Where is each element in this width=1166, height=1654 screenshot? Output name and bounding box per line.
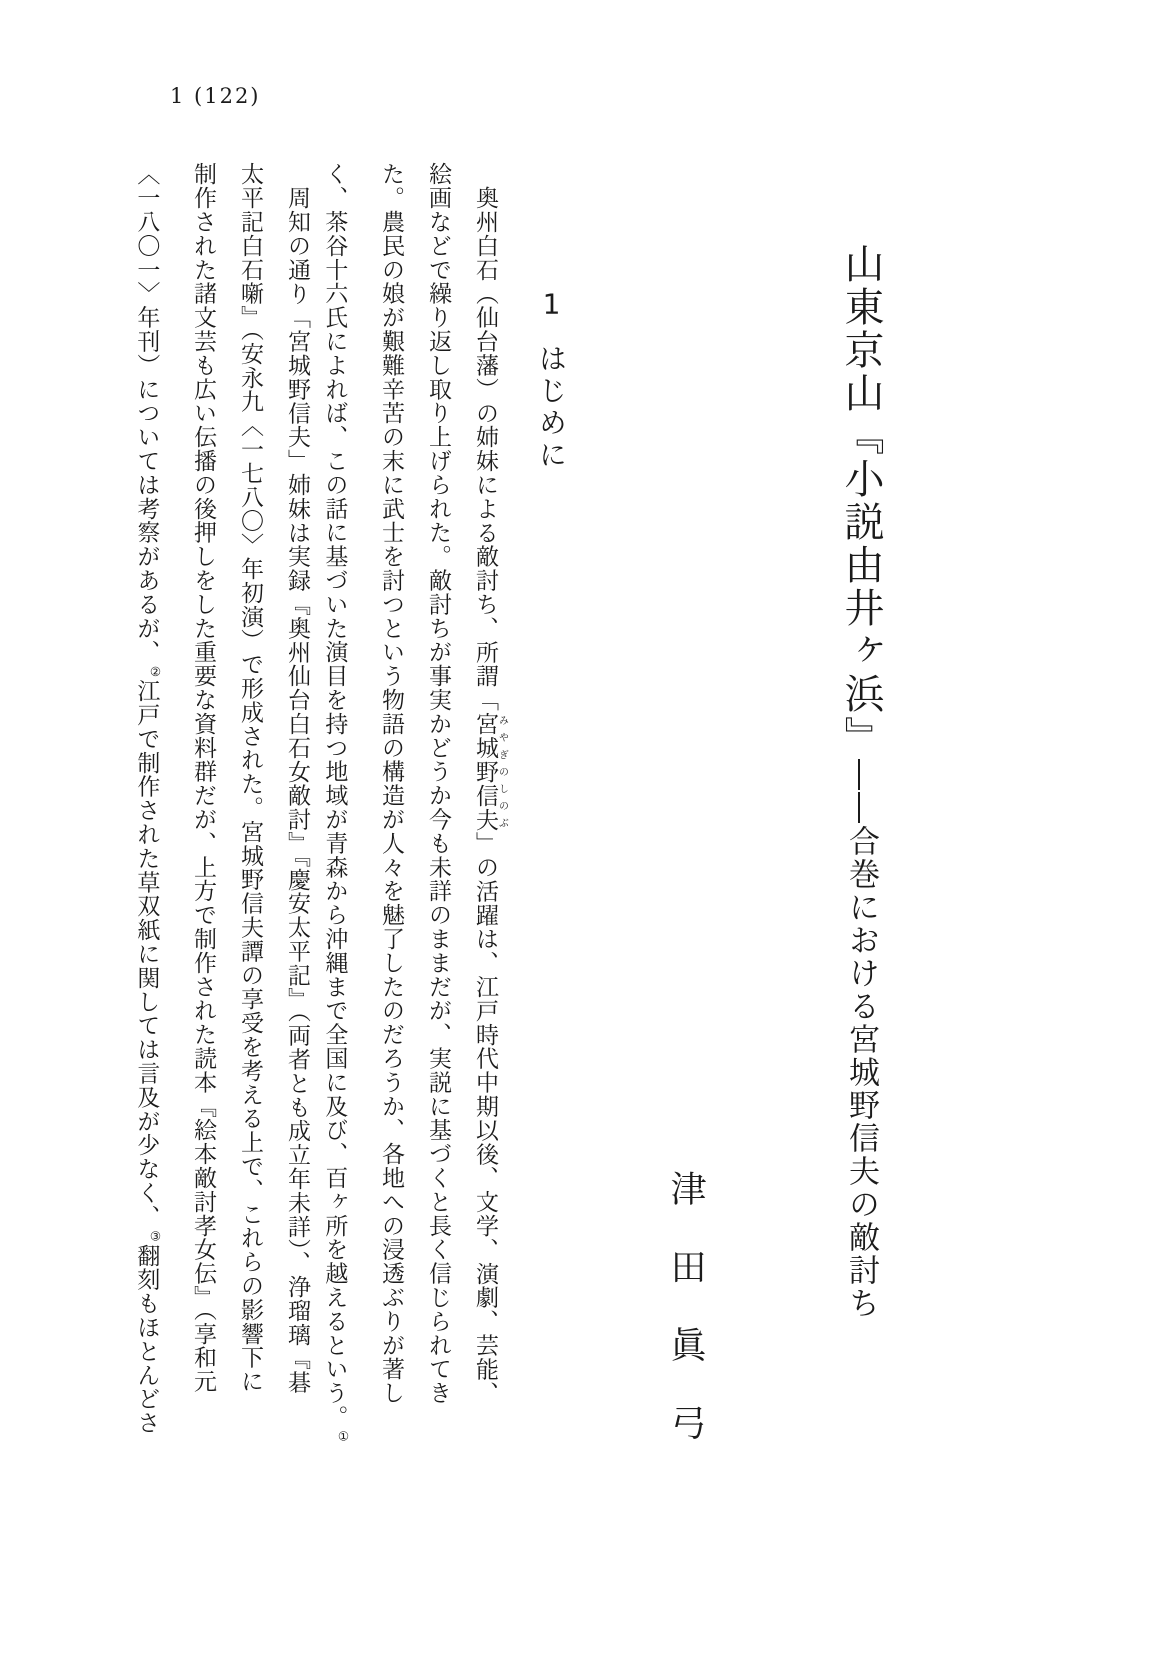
- text-column: 絵画などで繰り返し取り上げられた。敵討ちが事実かどうか今も未詳のままだが、実説に基づくと長く信じられてき: [425, 162, 451, 1405]
- page-number: 1 (122): [170, 84, 261, 108]
- text-column: 制作された諸文芸も広い伝播の後押しをした重要な資料群だが、上方で制作された読本『絵本敵討孝女伝』（享和元: [190, 162, 216, 1394]
- body-text: [132, 162, 508, 1444]
- text-column: 太平記白石噺』（安永九〈一七八〇〉年初演）で形成された。宮城野信夫譚の享受を考える上で、これらの影響下に: [237, 162, 263, 1394]
- text-column: く、茶谷十六氏によれば、この話に基づいた演目を持つ地域が青森から沖縄まで全国に及び、百ヶ所を越えるという。①: [321, 162, 351, 1444]
- text-column: 〈一八〇一〉年刊）については考察があるが、②江戸で制作された草双紙に関しては言及が少なく、③翻刻もほとんどさ: [133, 162, 163, 1435]
- text-column: 周知の通り「宮城野信夫」姉妹は実録『奥州仙台白石女敵討』『慶安太平記』（両者とも成立年未詳）、浄瑠璃『碁: [284, 186, 310, 1395]
- article-title: [833, 243, 890, 1320]
- note-marker: ③: [148, 1228, 163, 1244]
- author-name: 津田眞弓: [665, 1170, 706, 1482]
- section-number: 1: [542, 290, 561, 318]
- text-column: た。農民の娘が艱難辛苦の末に武士を討つという物語の構造が人々を魅了したのだろうか、各地への浸透ぶりが著し: [378, 162, 404, 1405]
- section-label: はじめに: [535, 344, 568, 472]
- note-marker: ②: [148, 663, 163, 679]
- note-marker: ①: [336, 1428, 351, 1444]
- section-heading: [531, 290, 571, 472]
- article-title-main: 山東京山『小説由井ヶ浜』: [838, 243, 884, 759]
- article-subtitle: ――合巻における宮城野信夫の敵討ち: [843, 759, 879, 1320]
- ruby-annotated-text: 宮城野信夫みやぎのしのぶ: [472, 711, 508, 832]
- text-column: 奥州白石（仙台藩）の姉妹による敵討ち、所謂「宮城野信夫みやぎのしのぶ」の活躍は、江戸時代中期以後、文学、演劇、芸能、: [472, 186, 508, 1405]
